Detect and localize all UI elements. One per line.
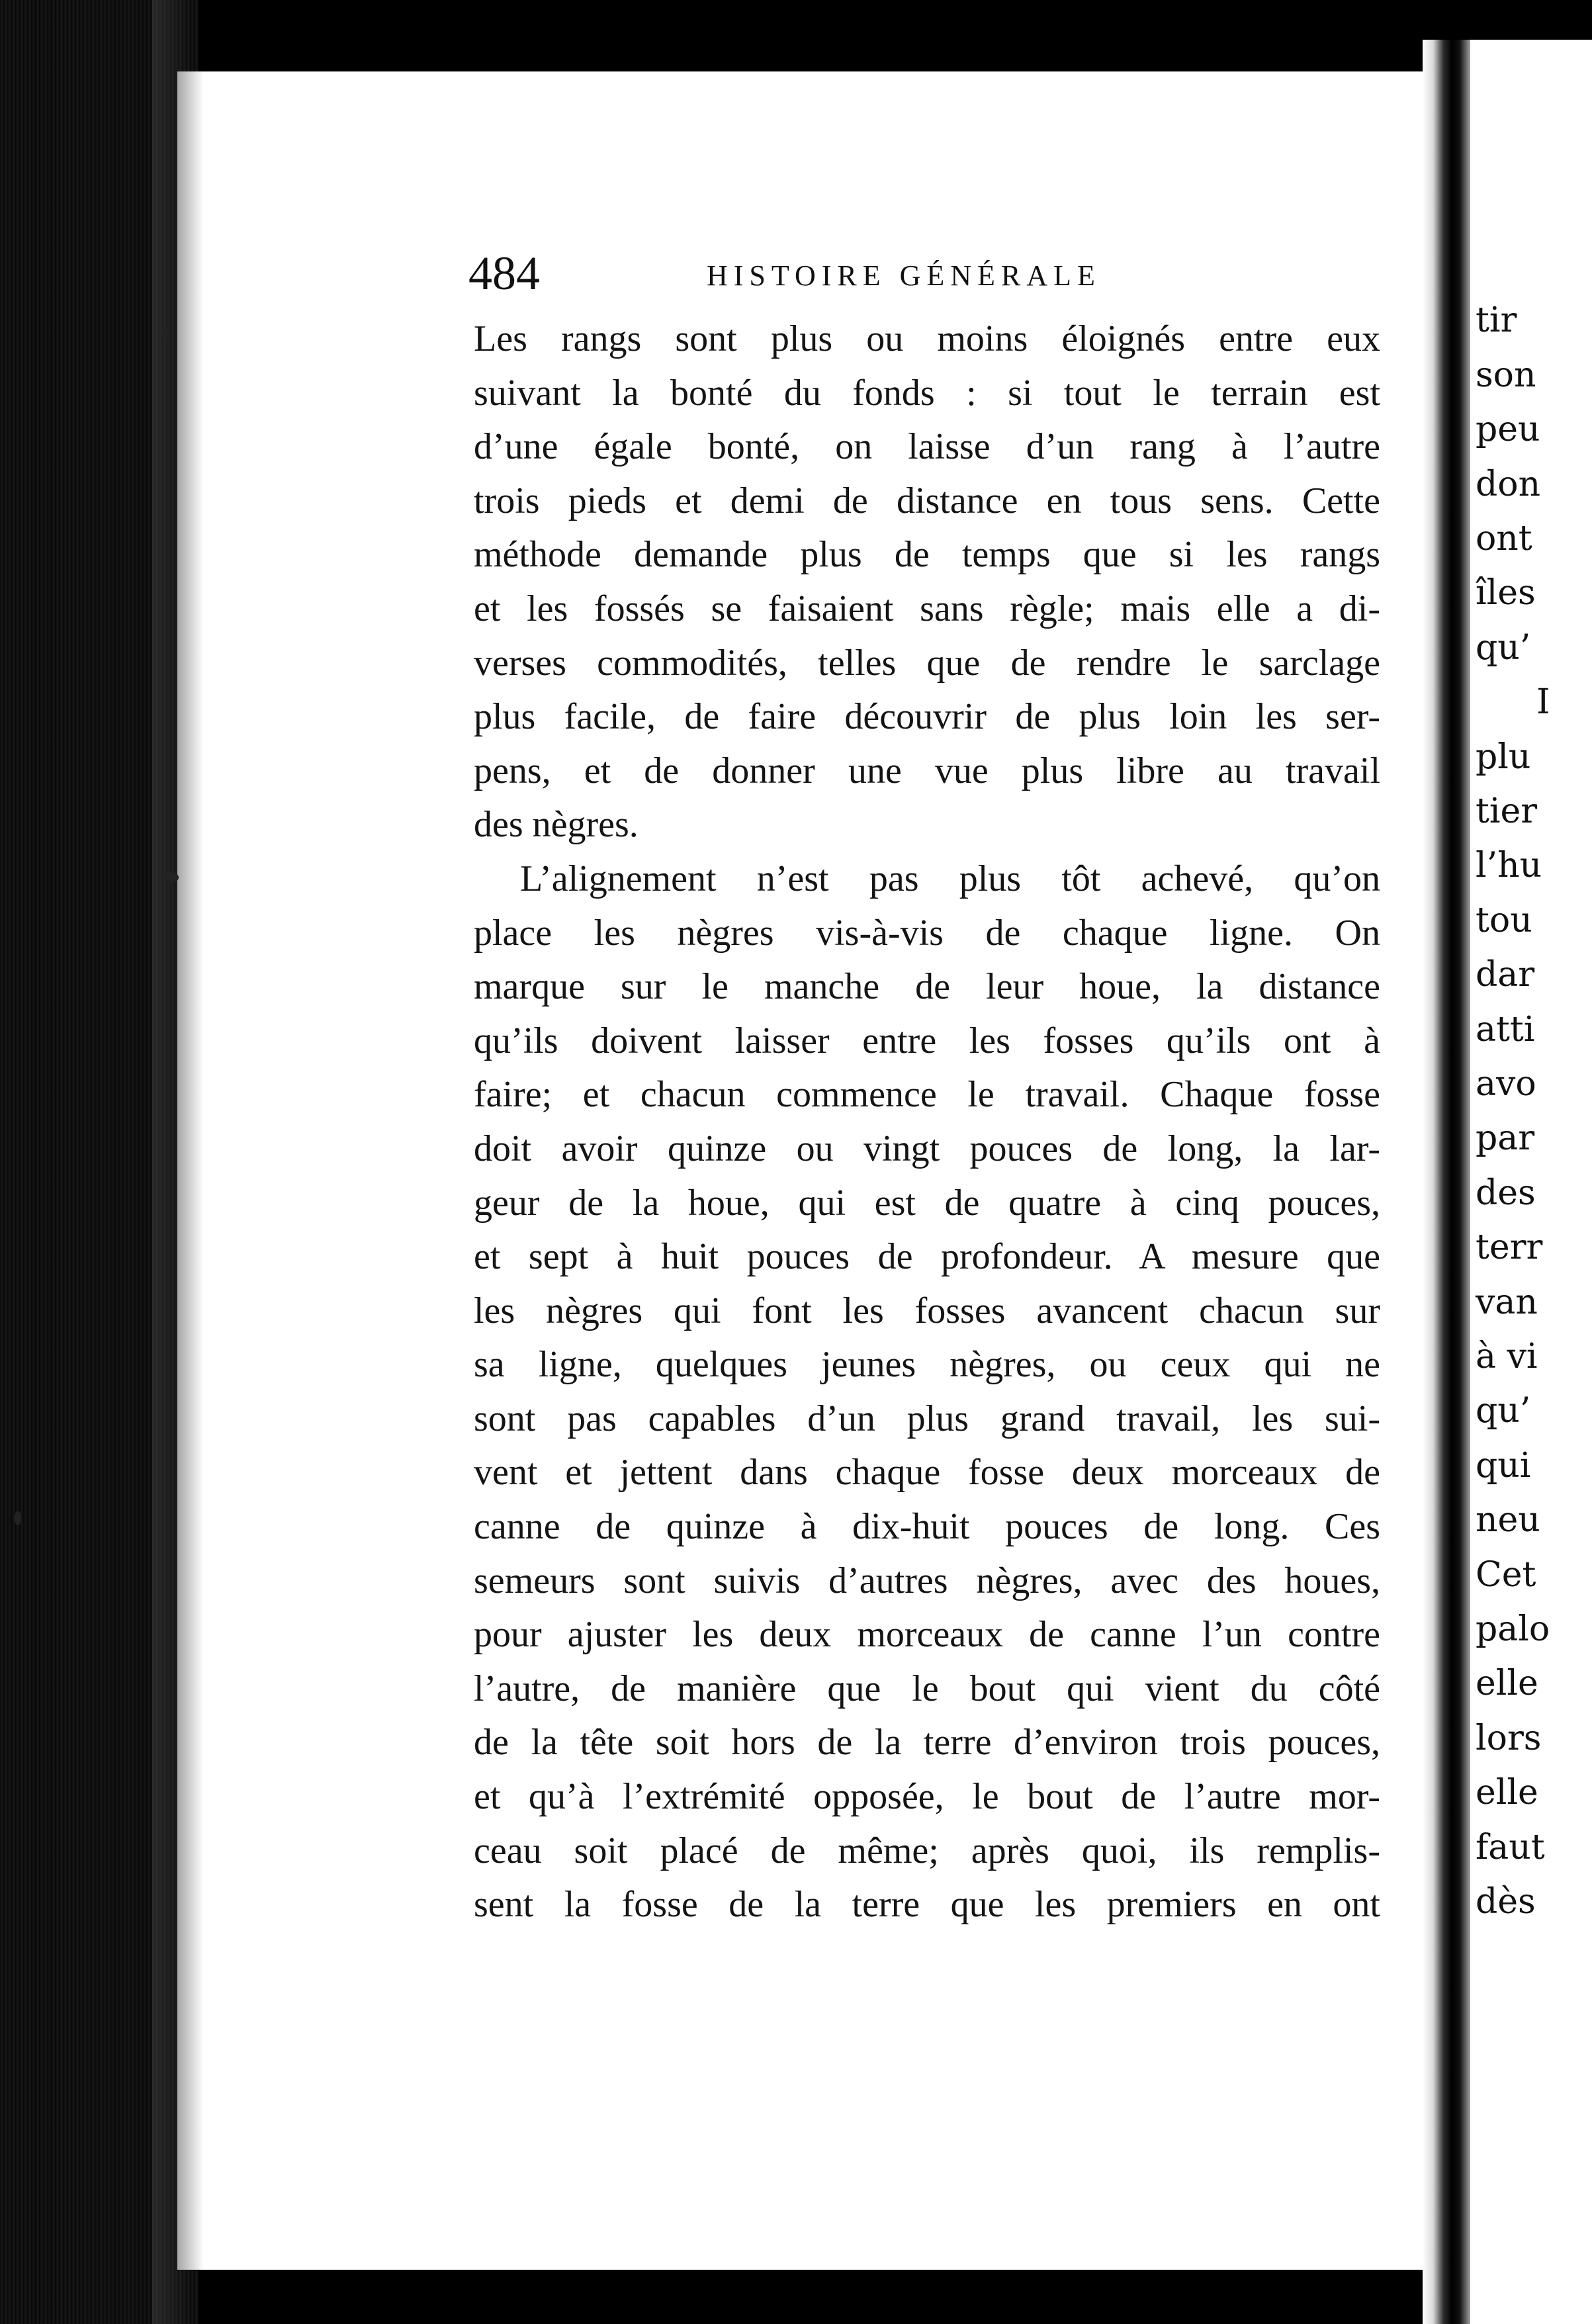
text-line: l’autre, de manière que le bout qui vient du côté (474, 1668, 1380, 1709)
text-line: semeurs sont suivis d’autres nègres, avec des houes, (474, 1560, 1380, 1601)
next-page-fragment: qu’ (1476, 628, 1531, 668)
text-line: sont pas capables d’un plus grand travail, les sui- (474, 1398, 1380, 1439)
text-line: méthode demande plus de temps que si les rangs (474, 534, 1380, 576)
next-page-fragment: qu’ (1476, 1391, 1531, 1431)
text-line: doit avoir quinze ou vingt pouces de long, la lar- (474, 1128, 1380, 1169)
next-page-fragment: des (1476, 1173, 1536, 1213)
next-page-fragment: van (1476, 1282, 1538, 1322)
text-line: suivant la bonté du fonds : si tout le terrain est (474, 372, 1380, 414)
next-page-fragment: terr (1476, 1228, 1543, 1267)
next-page-fragment: tir (1476, 300, 1517, 340)
text-line: trois pieds et demi de distance en tous sens. Cette (474, 480, 1380, 521)
next-page-fragment: elle (1476, 1773, 1538, 1812)
text-line: verses commodités, telles que de rendre le sarclage (474, 642, 1380, 684)
next-page-fragment: dar (1476, 955, 1535, 995)
next-page-fragment: l’hu (1476, 846, 1542, 885)
text-line: Les rangs sont plus ou moins éloignés entre eux (474, 318, 1380, 359)
text-line: et sept à huit pouces de profondeur. A mesure que (474, 1236, 1380, 1278)
text-line: sent la fosse de la terre que les premiers en ont (474, 1884, 1380, 1926)
next-page-edge (1470, 40, 1592, 2324)
next-page-fragment: îles (1476, 573, 1536, 613)
text-line: d’une égale bonté, on laisse d’un rang à l’autre (474, 426, 1380, 468)
margin-speck (162, 330, 169, 337)
book-gutter (1423, 40, 1476, 2324)
next-page-fragment: à vi (1476, 1337, 1538, 1376)
paragraph-first-line: L’alignement n’est pas plus tôt achevé, qu’on (520, 858, 1380, 899)
text-line: geur de la houe, qui est de quatre à cinq pouces, (474, 1182, 1380, 1224)
text-line: vent et jettent dans chaque fosse deux morceaux de (474, 1452, 1380, 1494)
next-page-fragment: tou (1476, 901, 1532, 940)
text-line: marque sur le manche de leur houe, la distance (474, 966, 1380, 1008)
next-page-fragment: ont (1476, 519, 1532, 559)
text-line: pour ajuster les deux morceaux de canne l’un contre (474, 1614, 1380, 1656)
next-page-fragment: neu (1476, 1500, 1540, 1540)
next-page-fragment: I (1536, 682, 1550, 722)
next-page-fragment: par (1476, 1118, 1535, 1158)
text-line: place les nègres vis-à-vis de chaque ligne. On (474, 912, 1380, 954)
text-line: ceau soit placé de même; après quoi, ils remplis- (474, 1830, 1380, 1871)
text-line: pens, et de donner une vue plus libre au travail (474, 750, 1380, 791)
text-line: faire; et chacun commence le travail. Chaque fosse (474, 1074, 1380, 1116)
margin-speck (15, 1511, 21, 1525)
next-page-fragment: peu (1476, 410, 1540, 449)
text-line: qu’ils doivent laisser entre les fosses qu’ils ont à (474, 1020, 1380, 1061)
text-line: sa ligne, quelques jeunes nègres, ou ceux qui ne (474, 1344, 1380, 1386)
next-page-fragment: Cet (1476, 1555, 1536, 1595)
next-page-fragment: palo (1476, 1609, 1550, 1649)
body-text (474, 312, 1380, 1932)
next-page-fragment: atti (1476, 1010, 1535, 1050)
next-page-fragment: elle (1476, 1664, 1538, 1703)
text-line: canne de quinze à dix-huit pouces de long. Ces (474, 1506, 1380, 1548)
page-header (468, 244, 1388, 303)
next-page-fragment: son (1476, 355, 1536, 395)
margin-speck (164, 872, 179, 883)
next-page-fragment: tier (1476, 791, 1538, 831)
next-page-fragment: faut (1476, 1828, 1545, 1867)
text-line: des nègres. (474, 804, 639, 846)
text-line: plus facile, de faire découvrir de plus loin les ser- (474, 696, 1380, 738)
text-line: les nègres qui font les fosses avancent chacun sur (474, 1290, 1380, 1331)
page-number: 484 (468, 247, 540, 300)
next-page-fragment: avo (1476, 1064, 1536, 1104)
text-line: et les fossés se faisaient sans règle; mais elle a di- (474, 588, 1380, 629)
text-line: et qu’à l’extrémité opposée, le bout de l’autre mor- (474, 1776, 1380, 1818)
page-shadow (177, 71, 204, 2270)
next-page-fragment: dès (1476, 1882, 1536, 1922)
next-page-fragment: lors (1476, 1719, 1542, 1758)
next-page-fragment: don (1476, 465, 1541, 504)
next-page-fragment: plu (1476, 737, 1531, 777)
text-line: de la tête soit hors de la terre d’environ trois pouces, (474, 1722, 1380, 1764)
running-title: HISTOIRE GÉNÉRALE (707, 259, 1101, 292)
next-page-fragment: qui (1476, 1446, 1531, 1486)
